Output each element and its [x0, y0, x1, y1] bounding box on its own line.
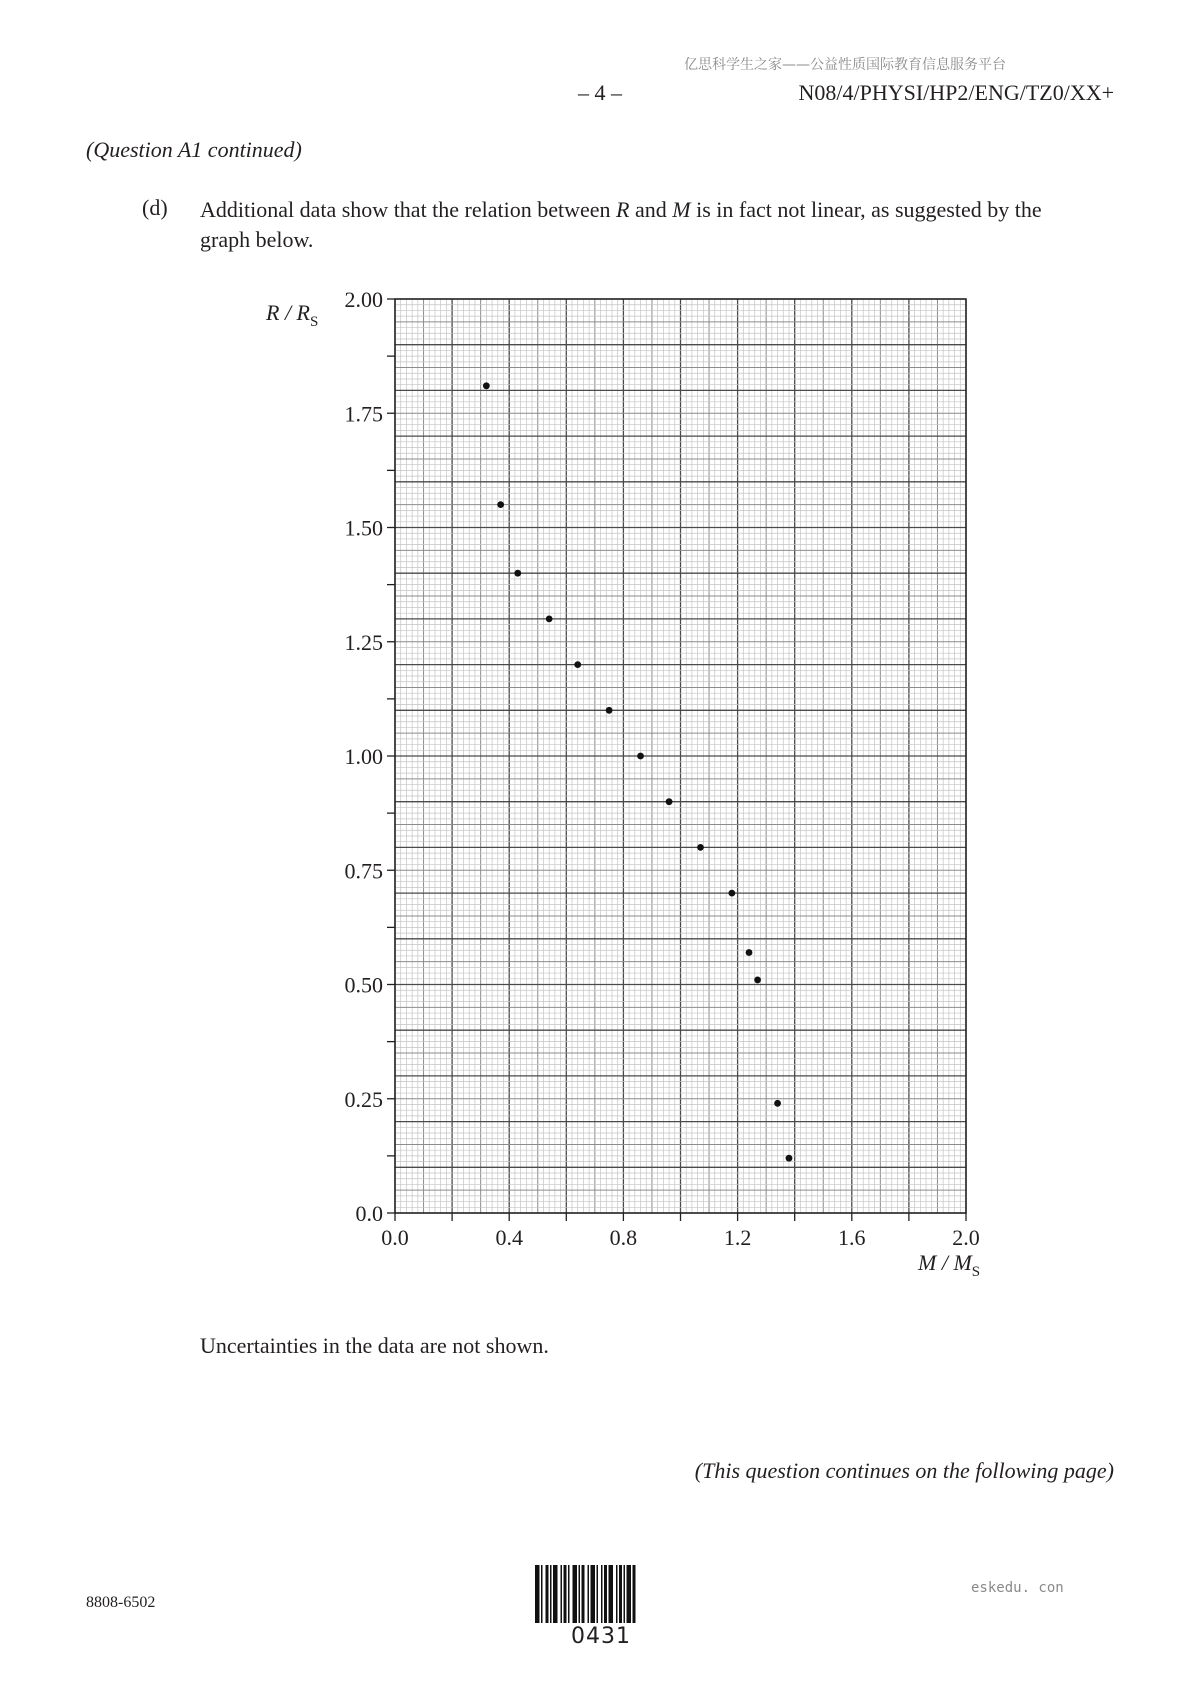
data-point: [754, 977, 761, 984]
data-point: [483, 382, 490, 389]
data-point: [746, 949, 753, 956]
question-continued-label: (Question A1 continued): [86, 137, 302, 162]
barcode-bar: [604, 1565, 607, 1623]
data-point: [546, 616, 553, 623]
y-tick-label: 0.25: [344, 1086, 383, 1112]
barcode-bar: [546, 1565, 549, 1623]
y-tick-label: 0.0: [355, 1201, 383, 1226]
x-tick-label: 0.0: [381, 1225, 409, 1250]
data-point: [774, 1100, 781, 1107]
part-text-segment: Additional data show that the relation between: [200, 197, 617, 222]
barcode-bar: [541, 1565, 543, 1623]
data-point: [728, 890, 735, 897]
data-point: [574, 661, 581, 668]
part-text-segment: and: [629, 197, 673, 222]
barcode-bar: [579, 1565, 581, 1623]
barcode-bar: [627, 1565, 632, 1623]
x-tick-label: 1.6: [838, 1225, 866, 1250]
x-tick-label: 2.0: [952, 1225, 980, 1250]
part-text-segment: is in fact not linear, as suggested by the graph below.: [200, 197, 1042, 252]
barcode-bar: [609, 1565, 614, 1623]
barcode-bar: [568, 1565, 570, 1623]
barcode-bar: [535, 1565, 540, 1623]
footer-code: 8808-6502: [86, 1594, 156, 1611]
x-axis-label: M / $M_S$: [918, 1250, 981, 1280]
y-tick-label: 0.50: [344, 972, 383, 998]
watermark-text: 亿思科学生之家——公益性质国际教育信息服务平台: [684, 57, 1006, 73]
barcode-bar: [597, 1565, 599, 1623]
y-tick-label: 1.00: [344, 744, 383, 769]
barcode-bar: [588, 1565, 590, 1623]
exam-code: N08/4/PHYSI/HP2/ENG/TZ0/XX+: [798, 80, 1114, 105]
x-tick-label: 1.2: [723, 1225, 752, 1250]
uncertainty-note: Uncertainties in the data are not shown.: [200, 1333, 549, 1358]
barcode-bar: [591, 1565, 596, 1623]
barcode-bar: [601, 1565, 603, 1623]
chart-points: [483, 382, 792, 1161]
variable-r: R: [616, 197, 630, 222]
y-tick-label: 0.75: [344, 858, 383, 884]
barcode-bar: [550, 1565, 552, 1623]
page-number: – 4 –: [578, 80, 622, 105]
barcode-bar: [619, 1565, 622, 1623]
barcode-bar: [616, 1565, 618, 1623]
barcode-image: [535, 1565, 665, 1623]
data-point: [606, 707, 613, 714]
continues-note: (This question continues on the following page): [694, 1458, 1114, 1483]
barcode-bar: [573, 1565, 578, 1623]
chart-tick-labels: [345, 287, 980, 1250]
barcode-bar: [564, 1565, 567, 1623]
barcode-bar: [624, 1565, 626, 1623]
barcode-bar: [582, 1565, 585, 1623]
data-point: [514, 570, 521, 577]
y-tick-label: 1.50: [344, 515, 383, 541]
data-point: [637, 753, 644, 760]
data-point: [786, 1155, 793, 1162]
part-label: (d): [142, 195, 168, 220]
x-tick-label: 0.8: [609, 1225, 638, 1250]
barcode-bar: [553, 1565, 558, 1623]
data-point: [497, 501, 504, 508]
site-watermark: eskedu. con: [971, 1580, 1064, 1596]
variable-m: M: [672, 197, 691, 222]
barcode-number: 0431: [571, 1624, 631, 1649]
data-point: [666, 798, 673, 805]
y-tick-label: 2.00: [344, 287, 383, 312]
chart-ticks: [387, 299, 966, 1221]
y-tick-label: 1.75: [344, 401, 383, 427]
x-tick-label: 0.4: [495, 1225, 523, 1250]
chart-grid: [395, 299, 966, 1213]
barcode-bar: [561, 1565, 563, 1623]
barcode-bar: [633, 1565, 636, 1623]
data-point: [697, 844, 704, 851]
y-axis-label: R / $R_S$: [266, 300, 319, 330]
y-tick-label: 1.25: [344, 629, 383, 655]
